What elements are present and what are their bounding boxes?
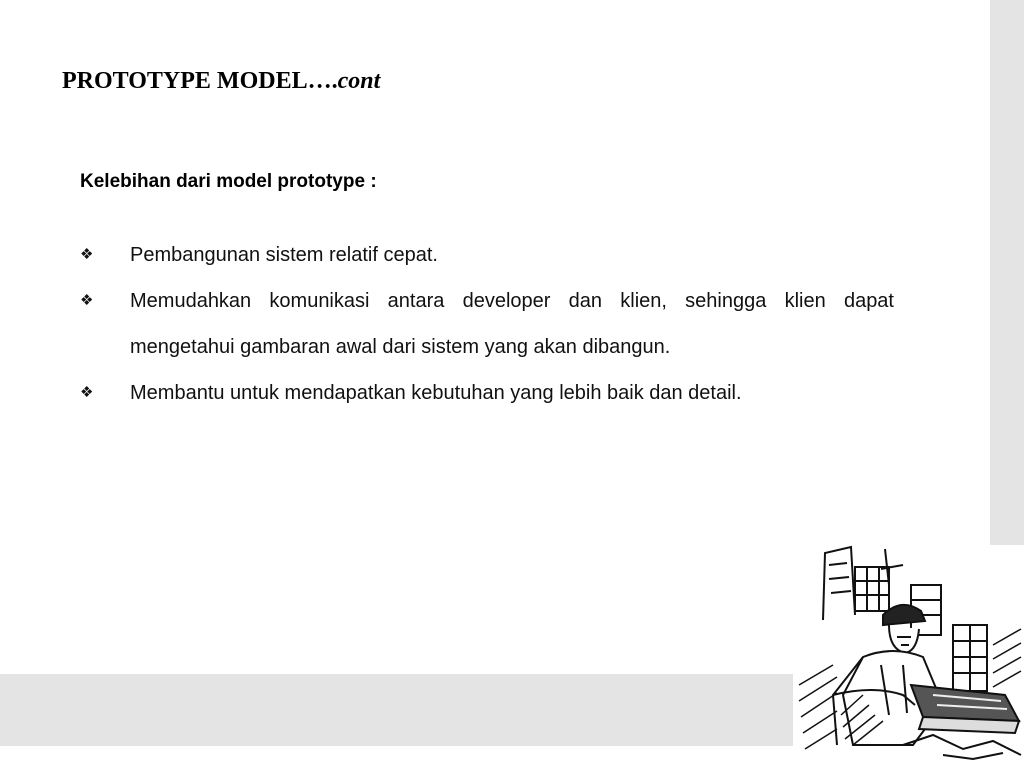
list-item <box>80 232 894 278</box>
slide-title-suffix: cont <box>337 68 381 94</box>
advantages-list <box>80 232 894 416</box>
section-subheading: Kelebihan dari model prototype : <box>80 171 377 192</box>
list-item <box>80 370 894 416</box>
slide-title <box>62 68 380 95</box>
list-item-text: Pembangunan sistem relatif cepat. <box>130 244 438 266</box>
diamond-bullet-icon: ❖ <box>80 246 94 263</box>
list-item-text: Membantu untuk mendapatkan kebutuhan yang lebih baik dan detail. <box>130 382 742 404</box>
slide-title-main: PROTOTYPE MODEL…. <box>62 68 338 94</box>
list-item <box>80 278 894 370</box>
list-item-text: Memudahkan komunikasi antara developer dan klien, sehingga klien dapat mengetahui gambaran awal dari sistem yang akan dibangun. <box>130 290 894 358</box>
diamond-bullet-icon: ❖ <box>80 292 94 309</box>
diamond-bullet-icon: ❖ <box>80 384 94 401</box>
construction-worker-illustration-icon <box>793 545 1024 768</box>
